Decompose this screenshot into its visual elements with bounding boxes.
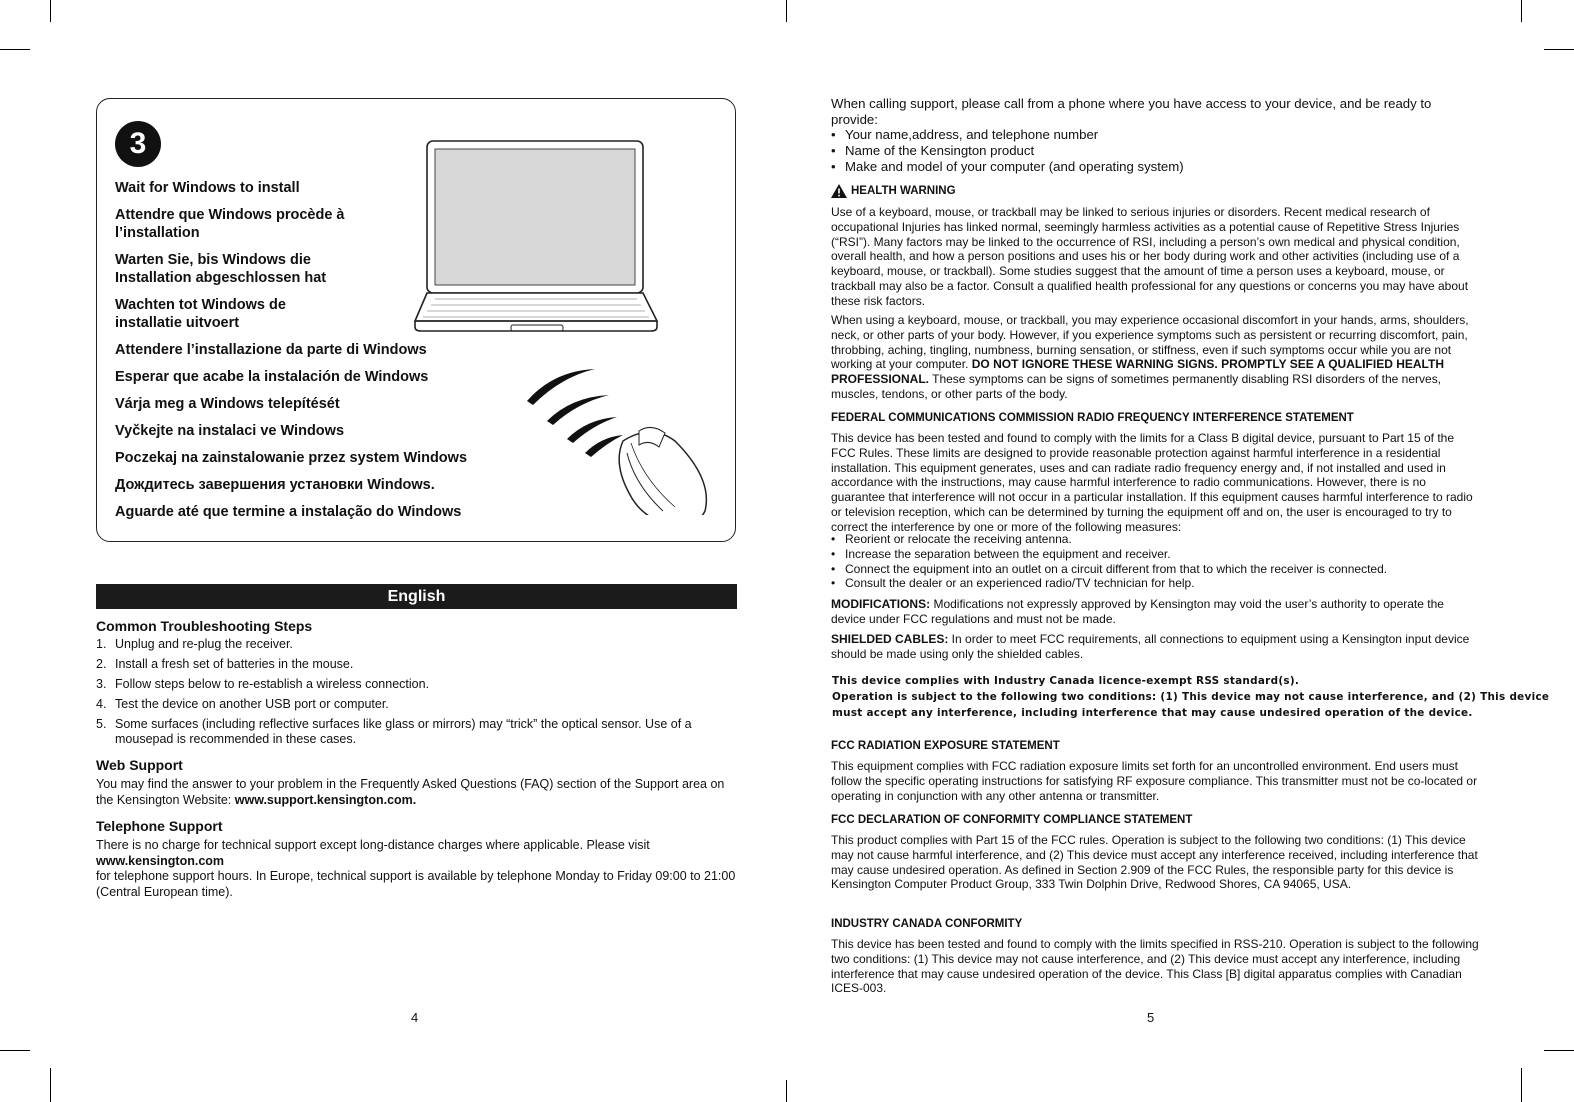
page-number: 5 xyxy=(1147,1010,1155,1025)
fcc-interference-heading: FEDERAL COMMUNICATIONS COMMISSION RADIO FREQUENCY INTERFERENCE STATEMENT xyxy=(831,412,1354,424)
list-item: • Connect the equipment into an outlet on a circuit different from that to which the receiver is connected. xyxy=(831,562,1387,577)
health-warning-text-1: Use of a keyboard, mouse, or trackball may be linked to serious injuries or disorders. Recent medical research of occupational Injuries has linked normal, seemingly harmless activities as a potential cause of Repetitive Stress Injuries (“RSI”). Many factors may be linked to the occurrence of RSI, including a person’s own medical and physical condition, overall health, and how a person positions and uses his or her body during work and other activities (including use of a keyboard, mouse, or trackball). Some studies suggest that the amount of time a person uses a keyboard, mouse, or trackball may also be a factor. Consult a qualified health professional for any questions or concerns you may have about these risk factors. xyxy=(831,205,1469,308)
troubleshooting-steps xyxy=(96,637,738,752)
laptop-wireless-mouse-illustration xyxy=(413,135,719,515)
mouse-icon xyxy=(619,427,706,515)
step-number-badge: 3 xyxy=(115,121,161,167)
step-3-box xyxy=(96,98,736,542)
list-item: • Name of the Kensington product xyxy=(831,143,1184,159)
list-item: • Reorient or relocate the receiving antenna. xyxy=(831,532,1387,547)
calling-support-list xyxy=(831,127,1184,174)
fcc-measures-list xyxy=(831,532,1387,591)
instruction-nl: Wachten tot Windows de installatie uitvoert xyxy=(115,297,286,331)
health-warning-text-2: When using a keyboard, mouse, or trackball, you may experience occasional discomfort in your hands, arms, shoulders, neck, or other parts of your body. However, if you experience symptoms such as persistent or recurring discomfort, pain, throbbing, aching, tingling, numbness, burning sensation, or stiffness, even if such symptoms occur while you are not working at your computer. DO NOT IGNORE THESE WARNING SIGNS. PROMPTLY SEE A QUALIFIED HEALTH PROFESSIONAL. These symptoms can be signs of sometimes permanently disabling RSI disorders of the nerves, muscles, tendons, or other parts of the body. xyxy=(831,313,1469,401)
list-item: 5. Some surfaces (including reflective surfaces like glass or mirrors) may “trick” the optical sensor. Use of a mousepad is recommended in these cases. xyxy=(96,717,692,746)
list-item: • Make and model of your computer (and operating system) xyxy=(831,159,1184,175)
fcc-interference-text: This device has been tested and found to comply with the limits for a Class B digital device, pursuant to Part 15 of the FCC Rules. These limits are designed to provide reasonable protection against harmful interference in a residential installation. This equipment generates, uses and can radiate radio frequency energy and, if not installed and used in accordance with the instructions, may cause harmful interference to radio communications. However, there is no guarantee that interference will not occur in a particular installation. If this equipment causes harmful interference to radio or television reception, which can be determined by turning the equipment off and on, the user is encouraged to try to correct the interference by one or more of the following measures: xyxy=(831,431,1473,534)
shielded-cables-text: SHIELDED CABLES: In order to meet FCC requirements, all connections to equipment using a Kensington input device should be made using only the shielded cables. xyxy=(831,632,1470,661)
list-item: 4. Test the device on another USB port or computer. xyxy=(96,697,389,711)
warning-triangle-icon xyxy=(831,184,847,198)
list-item: 1. Unplug and re-plug the receiver. xyxy=(96,637,293,651)
instruction-it: Attendere l’installazione da parte di Windows xyxy=(115,342,427,358)
wireless-signal-icon xyxy=(527,369,623,457)
web-support-text: You may find the answer to your problem in the Frequently Asked Questions (FAQ) section of the Support area on the Kensington Website: www.support.kensington.com. xyxy=(96,777,725,807)
list-item: • Consult the dealer or an experienced radio/TV technician for help. xyxy=(831,576,1387,591)
telephone-support-text: There is no charge for technical support except long-distance charges where applicable. Please visit www.kensington.com for telephone support hours. In Europe, technical support is available by telephone Monday to Friday 09:00 to 21:00 (Central European time). xyxy=(96,838,736,899)
instruction-de: Warten Sie, bis Windows die Installation abgeschlossen hat xyxy=(115,252,327,286)
fcc-radiation-heading: FCC RADIATION EXPOSURE STATEMENT xyxy=(831,740,1060,752)
list-item: • Increase the separation between the equipment and receiver. xyxy=(831,547,1387,562)
right-page xyxy=(787,0,1574,1102)
industry-canada-statement: This device complies with Industry Canada licence-exempt RSS standard(s). Operation is subject to the following two conditions: (1) This device may not cause interference, and (2) This device must accept any interference, including interference that may cause undesired operation of the device. xyxy=(832,675,1550,719)
laptop-icon xyxy=(415,141,657,331)
instruction-hu: Várja meg a Windows telepítését xyxy=(115,396,340,412)
instruction-ru: Дождитесь завершения установки Windows. xyxy=(115,477,435,493)
instruction-pt: Aguarde até que termine a instalação do Windows xyxy=(115,504,462,520)
troubleshooting-heading: Common Troubleshooting Steps xyxy=(96,618,313,634)
list-item: • Your name,address, and telephone number xyxy=(831,127,1184,143)
fcc-conformity-text: This product complies with Part 15 of the FCC rules. Operation is subject to the following two conditions: (1) This device may not cause harmful interference, and (2) This device must accept any interference received, including interference that may cause undesired operation. As defined in Section 2.909 of the FCC Rules, the responsible party for this device is Kensington Computer Product Group, 333 Twin Dolphin Drive, Redwood Shores, CA 94065, USA. xyxy=(831,833,1478,892)
fcc-radiation-text: This equipment complies with FCC radiation exposure limits set forth for an uncontrolled environment. End users must follow the specific operating instructions for satisfying RF exposure compliance. This transmitter must not be co-located or operating in conjunction with any other antenna or transmitter. xyxy=(831,759,1478,803)
language-banner: English xyxy=(96,584,737,609)
health-warning-heading: HEALTH WARNING xyxy=(831,184,956,198)
instruction-fr: Attendre que Windows procède à l’installation xyxy=(115,207,345,241)
calling-support-intro: When calling support, please call from a phone where you have access to your device, and be ready to provide: xyxy=(831,96,1432,127)
instruction-pl: Poczekaj na zainstalowanie przez system Windows xyxy=(115,450,468,466)
fcc-conformity-heading: FCC DECLARATION OF CONFORMITY COMPLIANCE STATEMENT xyxy=(831,814,1193,826)
page-number: 4 xyxy=(411,1010,419,1025)
industry-canada-text: This device has been tested and found to comply with the limits specified in RSS-210. Operation is subject to the following two conditions: (1) This device may not cause interference, and (2) This device must accept any interference, including interference that may cause undesired operation of the device. This Class [B] digital apparatus complies with Canadian ICES-003. xyxy=(831,937,1479,996)
kensington-website-link[interactable]: www.kensington.com xyxy=(96,853,225,868)
industry-canada-heading: INDUSTRY CANADA CONFORMITY xyxy=(831,918,1023,930)
web-support-heading: Web Support xyxy=(96,757,183,773)
modifications-text: MODIFICATIONS: Modifications not expressly approved by Kensington may void the user’s authority to operate the device under FCC regulations and must not be made. xyxy=(831,597,1444,626)
list-item: 2. Install a fresh set of batteries in the mouse. xyxy=(96,657,354,671)
telephone-support-heading: Telephone Support xyxy=(96,818,223,834)
instruction-es: Esperar que acabe la instalación de Windows xyxy=(115,369,429,385)
instruction-en: Wait for Windows to install xyxy=(115,180,300,196)
list-item: 3. Follow steps below to re-establish a wireless connection. xyxy=(96,677,430,691)
instruction-cs: Vyčkejte na instalaci ve Windows xyxy=(115,423,345,439)
support-website-link[interactable]: www.support.kensington.com. xyxy=(234,792,417,807)
